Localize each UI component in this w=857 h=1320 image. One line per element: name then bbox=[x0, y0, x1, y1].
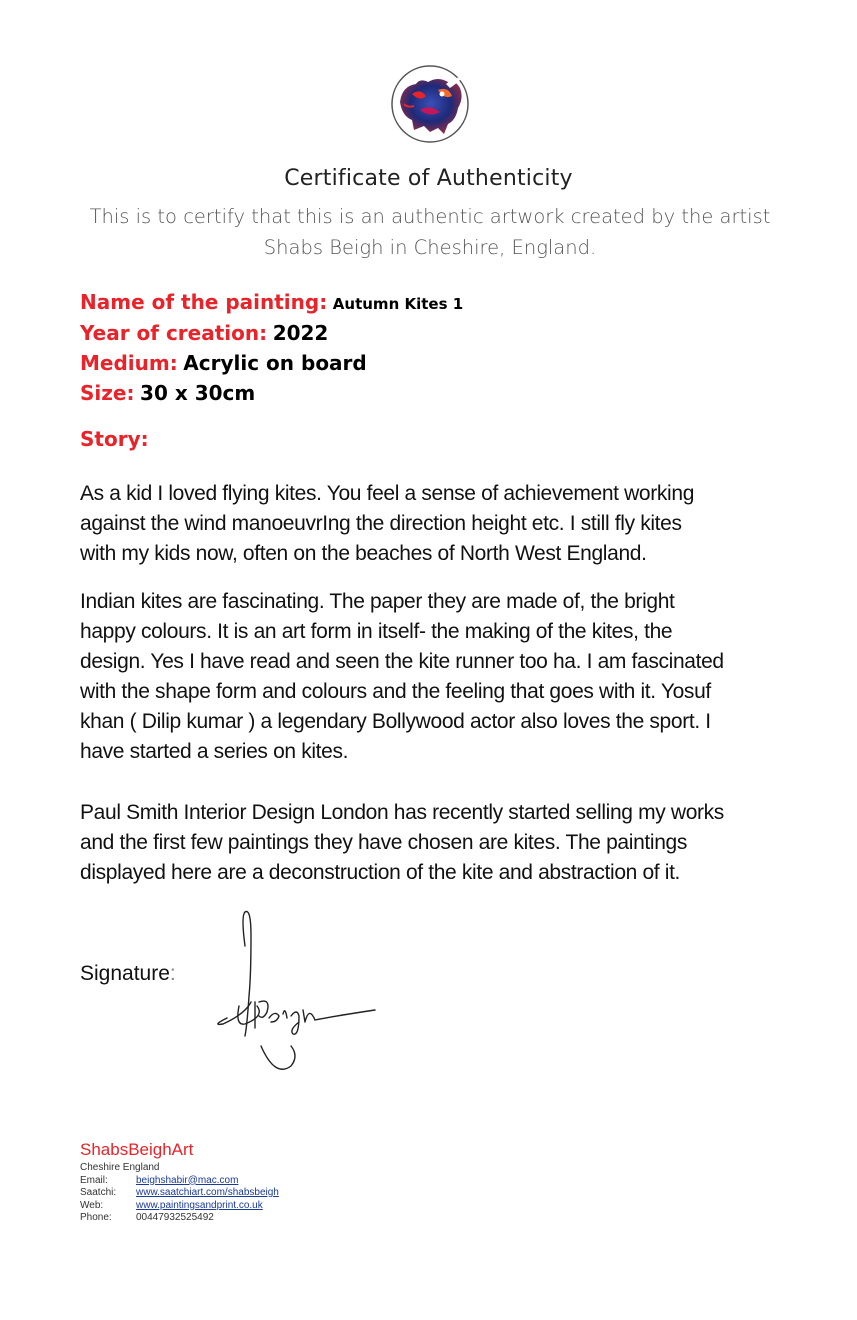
size-value: 30 x 30cm bbox=[140, 381, 256, 405]
painting-name-value: Autumn Kites 1 bbox=[332, 295, 464, 313]
web-label: Web: bbox=[80, 1199, 104, 1211]
text-line: against the wind manoeuvrIng the direction height etc. I still fly kites bbox=[80, 512, 682, 535]
saatchi-link[interactable]: www.saatchiart.com/shabsbeigh bbox=[136, 1187, 279, 1198]
text-line: with the shape form and colours and the feeling that goes with it. Yosuf bbox=[80, 680, 711, 703]
size-row bbox=[80, 379, 463, 409]
story-heading: Story: bbox=[80, 427, 149, 451]
text-line: khan ( Dilip kumar ) a legendary Bollywood actor also loves the sport. I bbox=[80, 710, 711, 733]
story-paragraph-2 bbox=[80, 587, 790, 767]
story-paragraph-3 bbox=[80, 798, 790, 888]
saatchi-label: Saatchi: bbox=[80, 1187, 117, 1198]
handwritten-signature bbox=[205, 906, 390, 1081]
signature-label-text: Signature bbox=[80, 962, 170, 985]
medium-row bbox=[80, 349, 463, 379]
story-paragraph-1 bbox=[80, 479, 790, 569]
text-line: happy colours. It is an art form in itself- the making of the kites, the bbox=[80, 620, 673, 643]
subtitle-line: This is to certify that this is an authentic artwork created by the artist bbox=[89, 205, 771, 228]
medium-label: Medium: bbox=[80, 351, 178, 375]
certificate-title: Certificate of Authenticity bbox=[284, 166, 573, 191]
signature-colon: : bbox=[169, 962, 176, 985]
brand-name: ShabsBeighArt bbox=[80, 1140, 194, 1159]
web-link[interactable]: www.paintingsandprint.co.uk bbox=[136, 1199, 263, 1211]
text-line: and the first few paintings they have chosen are kites. The paintings bbox=[80, 831, 688, 854]
saatchi-row bbox=[80, 1187, 279, 1200]
painting-name-row bbox=[80, 288, 463, 319]
contact-footer bbox=[80, 1140, 279, 1225]
text-line: have started a series on kites. bbox=[80, 740, 349, 763]
artwork-details bbox=[80, 288, 463, 409]
painting-name-label: Name of the painting: bbox=[80, 290, 328, 314]
text-line: Paul Smith Interior Design London has recently started selling my works bbox=[80, 801, 724, 824]
phone-value: 00447932525492 bbox=[136, 1212, 214, 1223]
phone-label: Phone: bbox=[80, 1212, 112, 1223]
bull-painting-logo-icon bbox=[390, 64, 470, 144]
text-line: As a kid I loved flying kites. You feel a sense of achievement working bbox=[80, 482, 695, 505]
web-row bbox=[80, 1200, 279, 1213]
text-line: with my kids now, often on the beaches of North West England. bbox=[80, 542, 647, 565]
location: Cheshire England bbox=[80, 1162, 160, 1173]
email-label: Email: bbox=[80, 1174, 108, 1186]
year-row bbox=[80, 319, 463, 349]
email-row bbox=[80, 1175, 279, 1188]
size-label: Size: bbox=[80, 381, 135, 405]
year-label: Year of creation: bbox=[80, 321, 268, 345]
subtitle-line: Shabs Beigh in Cheshire, England. bbox=[263, 236, 597, 259]
certificate-subtitle bbox=[60, 201, 800, 263]
text-line: Indian kites are fascinating. The paper they are made of, the bright bbox=[80, 590, 675, 613]
email-link[interactable]: beighshabir@mac.com bbox=[136, 1174, 239, 1186]
text-line: displayed here are a deconstruction of the kite and abstraction of it. bbox=[80, 861, 681, 884]
year-value: 2022 bbox=[272, 321, 329, 345]
text-line: design. Yes I have read and seen the kite runner too ha. I am fascinated bbox=[80, 650, 724, 673]
phone-row bbox=[80, 1212, 279, 1225]
signature-label bbox=[80, 962, 176, 986]
medium-value: Acrylic on board bbox=[183, 351, 367, 375]
